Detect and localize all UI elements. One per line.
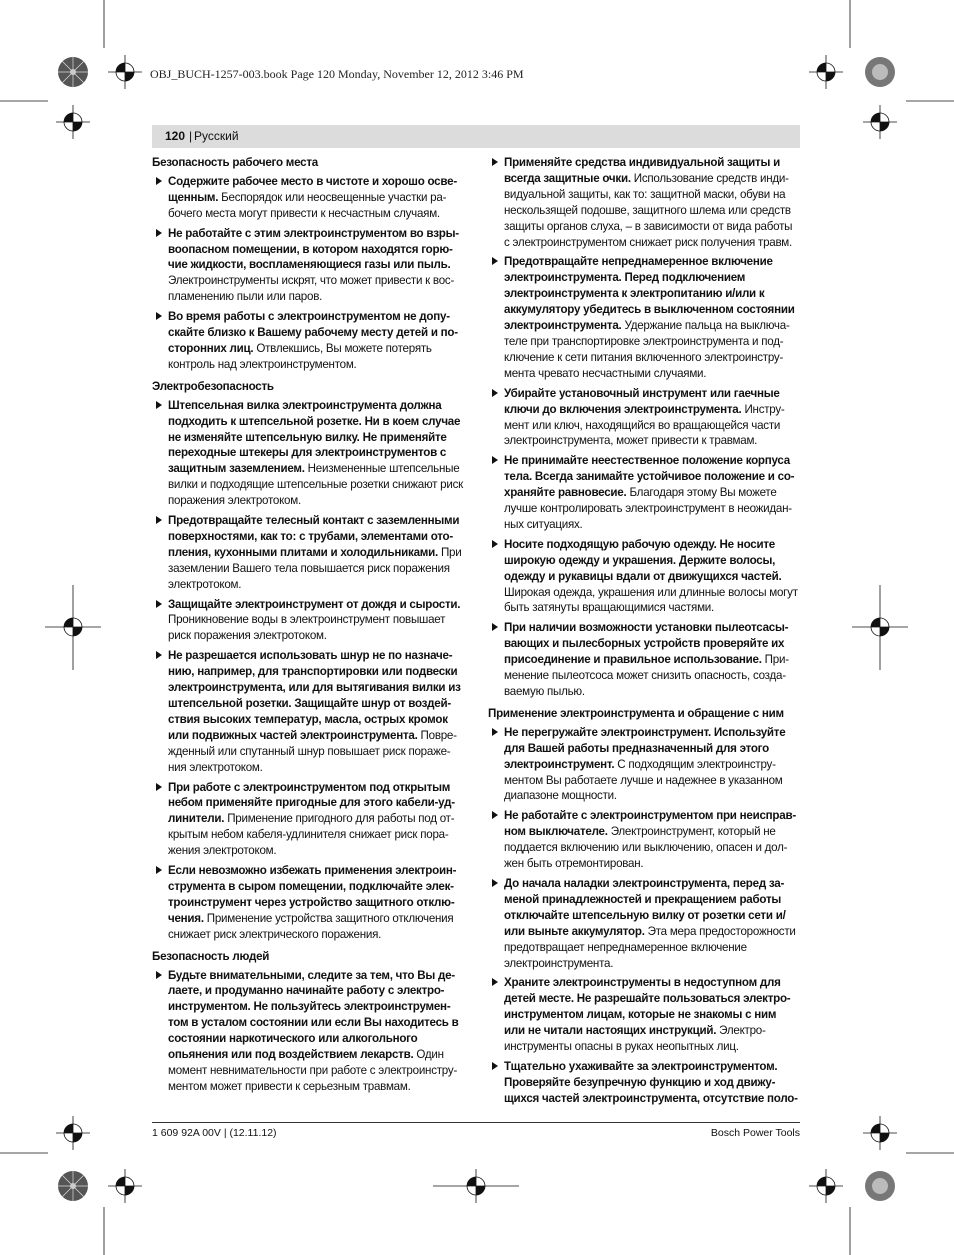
- bullet-item: [152, 174, 464, 222]
- instruction-explanation: С подходящим электроинструментом Вы работаете лучше и надежнее в указанном диапазоне мощности.: [504, 757, 783, 803]
- print-slug: OBJ_BUCH-1257-003.book Page 120 Monday, November 12, 2012 3:46 PM: [150, 67, 524, 81]
- right-column: [488, 155, 800, 1111]
- bullet-item: [488, 975, 800, 1055]
- triangle-bullet-icon: [156, 229, 162, 237]
- triangle-bullet-icon: [492, 158, 498, 166]
- footer-doc-number: 1 609 92A 00V | (12.11.12): [152, 1127, 277, 1139]
- instruction-bold: Защищайте электроинструмент от дождя и сырости.: [168, 597, 461, 611]
- footer-brand: Bosch Power Tools: [710, 1127, 800, 1139]
- header-language: Русский: [194, 129, 239, 143]
- bullet-item: [152, 597, 464, 645]
- instruction-explanation: Один момент невнимательности при работе с электроинструментом может привести к серьезным травмам.: [168, 1048, 458, 1093]
- bullet-item: [152, 309, 464, 373]
- triangle-bullet-icon: [156, 866, 162, 874]
- bullet-item: [488, 155, 800, 250]
- instruction-explanation: Благодаря этому Вы можете лучше контролировать электроинструмент в неожиданных ситуациях.: [504, 486, 793, 531]
- triangle-bullet-icon: [492, 879, 498, 887]
- instruction-bold: Не перегружайте электроинструмент. Используйте для Вашей работы предназначенный для этого электроинструмент.: [504, 725, 786, 771]
- instruction-bold: При работе с электроинструментом под открытым небом применяйте пригодные для этого кабели-удлинители.: [168, 780, 456, 826]
- triangle-bullet-icon: [156, 971, 162, 979]
- triangle-bullet-icon: [156, 177, 162, 185]
- triangle-bullet-icon: [492, 257, 498, 265]
- instruction-explanation: Отвлекшись, Вы можете потерять контроль над электроинструментом.: [168, 341, 432, 371]
- instruction-bold: Во время работы с электроинструментом не допускайте близко к Вашему рабочему месту детей и посторонних лиц.: [168, 310, 459, 355]
- bullet-item: [488, 808, 800, 872]
- instruction-explanation: Проникновение воды в электроинструмент повышает риск поражения электротоком.: [168, 613, 446, 643]
- bullet-item: [152, 398, 464, 509]
- instruction-bold: До начала наладки электроинструмента, перед заменой принадлежностей и прекращением работы отключайте штепсельную вилку от розетки сети и/или выньте аккумулятор.: [504, 876, 786, 938]
- bullet-item: [152, 968, 464, 1095]
- instruction-explanation: Эта мера предосторожности предотвращает непреднамеренное включение электроинструмента.: [504, 924, 796, 970]
- triangle-bullet-icon: [492, 811, 498, 819]
- triangle-bullet-icon: [492, 389, 498, 397]
- instruction-bold: Штепсельная вилка электроинструмента должна подходить к штепсельной розетке. Ни в коем случае не изменяйте штепсельную вилку. Не применяйте переходные штекеры для электроинструментов с защитным заземлением.: [168, 398, 461, 476]
- section-heading: Безопасность рабочего места: [152, 156, 318, 169]
- instruction-bold: Предотвращайте телесный контакт с заземленными поверхностями, как то: с трубами, элементами отопления, кухонными плитами и холодильниками.: [168, 514, 460, 559]
- bullet-item: [488, 453, 800, 533]
- triangle-bullet-icon: [156, 651, 162, 659]
- instruction-explanation: Применение устройства защитного отключения снижает риск электрического поражения.: [168, 911, 454, 941]
- triangle-bullet-icon: [492, 978, 498, 986]
- instruction-bold: Будьте внимательными, следите за тем, что Вы делаете, и продуманно начинайте работу с электроинструментом. Не пользуйтесь электроинструментом в усталом состоянии или если Вы находитесь в состоянии наркотического или алкогольного опьянения или под воздействием лекарств.: [168, 968, 459, 1062]
- triangle-bullet-icon: [492, 456, 498, 464]
- bullet-item: [488, 725, 800, 805]
- header-separator: |: [189, 129, 193, 143]
- instruction-explanation: Неизмененные штепсельные вилки и подходящие штепсельные розетки снижают риск поражения электротоком.: [168, 462, 463, 508]
- instruction-explanation: Электроинструменты искрят, что может привести к воспламенению пыли или паров.: [168, 274, 455, 304]
- instruction-explanation: Электроинструмент, который не поддается включению или выключению, опасен и должен быть отремонтирован.: [504, 825, 788, 871]
- triangle-bullet-icon: [492, 1062, 498, 1070]
- section-heading: Безопасность людей: [152, 949, 270, 963]
- bullet-item: [488, 1059, 800, 1107]
- triangle-bullet-icon: [156, 516, 162, 524]
- instruction-explanation: Применение пылеотсоса может снизить опасность, создаваемую пылью.: [504, 653, 790, 698]
- triangle-bullet-icon: [156, 401, 162, 409]
- instruction-bold: Носите подходящую рабочую одежду. Не носите широкую одежду и украшения. Держите волосы, одежду и рукавицы вдали от движущихся частей.: [504, 537, 782, 583]
- instruction-explanation: Удержание пальца на выключателе при транспортировке электроинструмента и подключение к сети питания включенного электроинструмента чревато несчастными случаями.: [504, 319, 790, 380]
- bullet-item: [152, 863, 464, 943]
- page-header-bar: [152, 125, 800, 148]
- instruction-explanation: Использование средств индивидуальной защиты, как то: защитной маски, обуви на нескользящей подошве, защитного шлема или средств защиты органов слуха, – в зависимости от вида работы с электроинструментом снижает риск получения травм.: [504, 171, 793, 249]
- instruction-explanation: Беспорядок или неосвещенные участки рабочего места могут привести к несчастным случаям.: [168, 190, 447, 220]
- footer-rule: [152, 1122, 800, 1123]
- instruction-explanation: Поврежденный или спутанный шнур повышает риск поражения электротоком.: [168, 728, 457, 774]
- instruction-explanation: Широкая одежда, украшения или длинные волосы могут быть затянуты вращающимися частями.: [504, 585, 798, 615]
- bullet-item: [488, 620, 800, 700]
- bullet-item: [152, 226, 464, 306]
- bullet-item: [152, 648, 464, 775]
- bullet-item: [152, 513, 464, 593]
- triangle-bullet-icon: [156, 783, 162, 791]
- instruction-bold: Храните электроинструменты в недоступном для детей месте. Не разрешайте пользоваться электроинструментом лицам, которые не знакомы с ним или не читали настоящих инструкций.: [504, 976, 791, 1038]
- instruction-explanation: Электроинструменты опасны в руках неопытных лиц.: [504, 1024, 766, 1054]
- bullet-item: [488, 537, 800, 617]
- triangle-bullet-icon: [492, 623, 498, 631]
- section-heading: Применение электроинструмента и обращение с ним: [488, 706, 784, 720]
- instruction-bold: Тщательно ухаживайте за электроинструментом. Проверяйте безупречную функцию и ход движущихся частей электроинструмента, отсутствие поло-: [504, 1059, 798, 1105]
- instruction-explanation: Инструмент или ключ, находящийся во вращающейся части электроинструмента, может привести к травмам.: [504, 402, 785, 448]
- triangle-bullet-icon: [156, 312, 162, 320]
- triangle-bullet-icon: [156, 600, 162, 608]
- section-heading: Электробезопасность: [152, 379, 274, 393]
- instruction-bold: Применяйте средства индивидуальной защиты и всегда защитные очки.: [504, 156, 780, 185]
- instruction-bold: Не разрешается использовать шнур не по назначению, например, для транспортировки или подвески электроинструмента, или для вытягивания вилки из штепсельной розетки. Защищайте шнур от воздействия высоких температур, масла, острых кромок или подвижных частей электроинструмента.: [168, 649, 461, 742]
- instruction-explanation: Применение пригодного для работы под открытым небом кабеля-удлинителя снижает риск поражения электротоком.: [168, 812, 455, 858]
- left-column: [152, 155, 464, 1099]
- bullet-item: [152, 780, 464, 860]
- instruction-explanation: При заземлении Вашего тела повышается риск поражения электротоком.: [168, 545, 462, 591]
- triangle-bullet-icon: [492, 728, 498, 736]
- instruction-bold: Предотвращайте непреднамеренное включение электроинструмента. Перед подключением электроинструмента к электропитанию и/или к аккумулятору убедитесь в выключенном состоянии электроинструмента.: [504, 255, 795, 333]
- instruction-bold: Не принимайте неестественное положение корпуса тела. Всегда занимайте устойчивое положение и сохраняйте равновесие.: [504, 454, 795, 500]
- instruction-bold: При наличии возможности установки пылеотсасывающих и пылесборных устройств проверяйте их присоединение и правильное использование.: [504, 621, 789, 667]
- instruction-bold: Не работайте с электроинструментом при неисправном выключателе.: [504, 809, 797, 839]
- triangle-bullet-icon: [492, 540, 498, 548]
- page-number: 120: [165, 129, 186, 143]
- instruction-bold: Не работайте с этим электроинструментом во взрывоопасном помещении, в котором находятся горючие жидкости, воспламеняющиеся газы или пыль.: [168, 226, 460, 272]
- bullet-item: [488, 876, 800, 971]
- instruction-bold: Убирайте установочный инструмент или гаечные ключи до включения электроинструмента.: [504, 386, 780, 416]
- instruction-bold: Если невозможно избежать применения электроинструмента в сыром помещении, подключайте электроинструмент через устройство защитного отключения.: [168, 864, 457, 925]
- instruction-bold: Содержите рабочее место в чистоте и хорошо освещенным.: [168, 174, 458, 204]
- bullet-item: [488, 386, 800, 450]
- bullet-item: [488, 254, 800, 381]
